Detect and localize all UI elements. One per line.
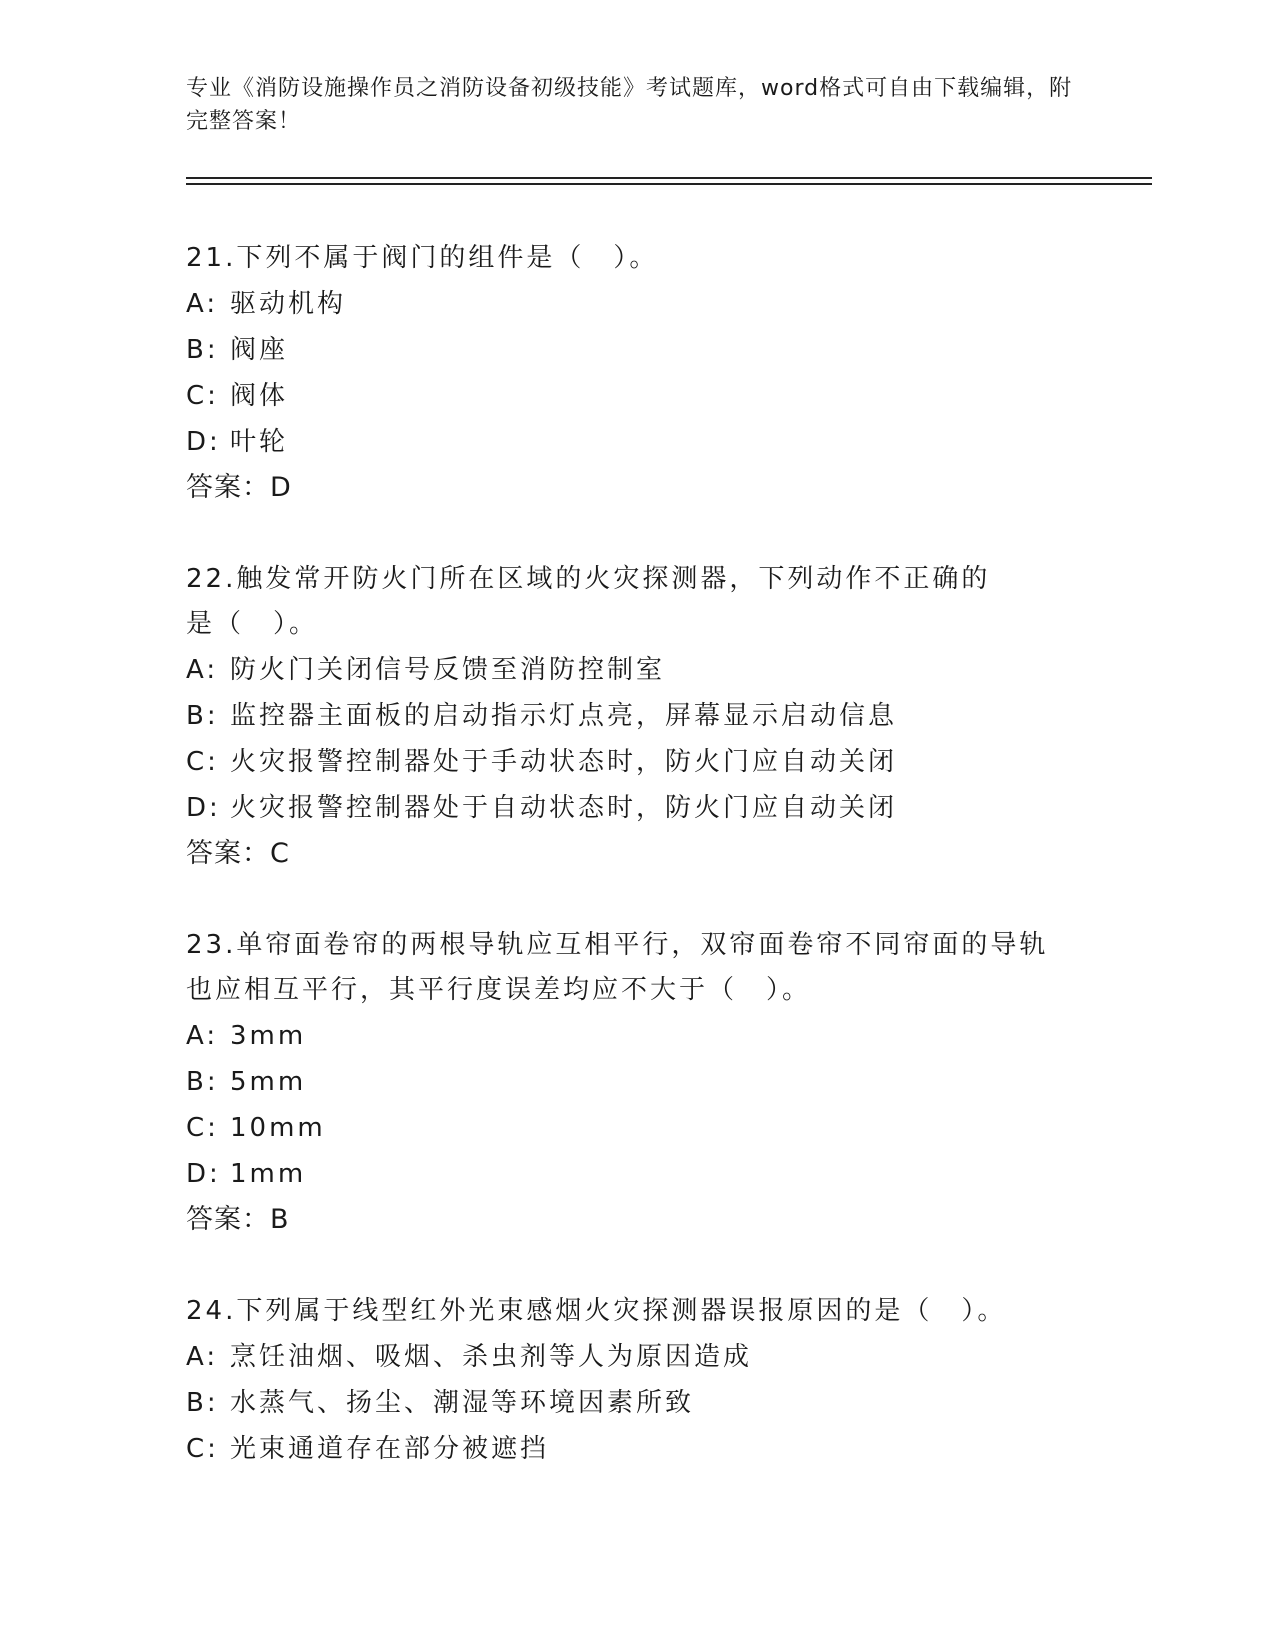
option-c: C: 阀体 xyxy=(186,381,289,411)
option-a: A: 烹饪油烟、吸烟、杀虫剂等人为原因造成 xyxy=(186,1342,753,1372)
question-23 xyxy=(186,923,1086,1243)
option-b: B: 阀座 xyxy=(186,335,289,365)
option-b: B: 5mm xyxy=(186,1067,307,1097)
question-text: 24.下列属于线型红外光束感烟火灾探测器误报原因的是（ ）。 xyxy=(186,1296,1007,1326)
option-d: D: 1mm xyxy=(186,1159,307,1189)
header-rule-bottom xyxy=(186,183,1152,185)
question-text: 21.下列不属于阀门的组件是（ ）。 xyxy=(186,243,659,273)
question-text: 23.单帘面卷帘的两根导轨应互相平行，双帘面卷帘不同帘面的导轨也应相互平行，其平行度误差均应不大于（ ）。 xyxy=(186,930,1049,1005)
option-d: D: 叶轮 xyxy=(186,427,289,457)
answer: 答案：D xyxy=(186,472,292,503)
option-a: A: 防火门关闭信号反馈至消防控制室 xyxy=(186,655,666,685)
option-a: A: 3mm xyxy=(186,1021,307,1051)
option-c: C: 10mm xyxy=(186,1113,326,1143)
option-b: B: 监控器主面板的启动指示灯点亮，屏幕显示启动信息 xyxy=(186,701,898,731)
answer: 答案：B xyxy=(186,1204,290,1235)
option-c: C: 火灾报警控制器处于手动状态时，防火门应自动关闭 xyxy=(186,747,898,777)
question-22 xyxy=(186,557,1086,877)
document-header: 专业《消防设施操作员之消防设备初级技能》考试题库，word格式可自由下载编辑，附完整答案！ xyxy=(186,76,1073,134)
option-a: A: 驱动机构 xyxy=(186,289,347,319)
question-text: 22.触发常开防火门所在区域的火灾探测器，下列动作不正确的是（ ）。 xyxy=(186,564,991,639)
question-21 xyxy=(186,236,1086,511)
answer: 答案：C xyxy=(186,838,290,869)
header-rule-top xyxy=(186,177,1152,179)
question-list xyxy=(186,236,1086,1518)
question-24 xyxy=(186,1289,1086,1472)
option-b: B: 水蒸气、扬尘、潮湿等环境因素所致 xyxy=(186,1388,695,1418)
option-c: C: 光束通道存在部分被遮挡 xyxy=(186,1434,550,1464)
option-d: D: 火灾报警控制器处于自动状态时，防火门应自动关闭 xyxy=(186,793,898,823)
